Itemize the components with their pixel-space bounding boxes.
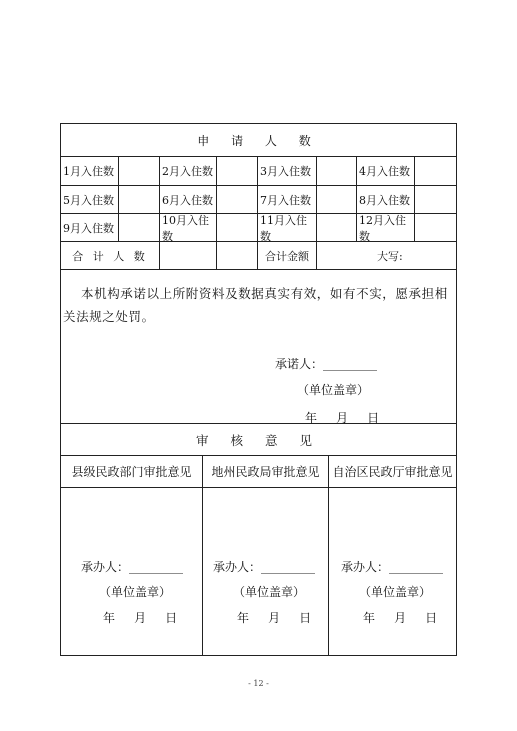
month-label: 6月入住数 [160, 186, 217, 213]
seal-note: （单位盖章） [233, 585, 306, 599]
month-label: 7月入住数 [258, 186, 317, 213]
commitment-statement: 本机构承诺以上所附资料及数据真实有效，如有不实，愿承担相关法规之处罚。 [63, 286, 448, 324]
month-label: 12月入住数 [357, 214, 415, 241]
total-amount-label: 合计金额 [258, 242, 317, 269]
page-number: - 12 - [248, 679, 269, 688]
review-header-row [61, 456, 456, 488]
handler-line: 承办人：_________ [341, 560, 444, 574]
month-row-1 [61, 157, 456, 186]
month-value [217, 157, 258, 185]
month-value [415, 157, 456, 185]
month-label: 11月入住数 [258, 214, 317, 241]
month-value [317, 214, 357, 241]
handler-line: 承办人：_________ [81, 560, 184, 574]
month-label: 10月入住数 [160, 214, 217, 241]
total-people-value [160, 242, 217, 269]
region-review-cell [329, 488, 456, 655]
month-value [119, 214, 160, 241]
seal-note: （单位盖章） [99, 585, 172, 599]
month-value [415, 214, 456, 241]
month-value [317, 157, 357, 185]
region-review-header: 自治区民政厅审批意见 [332, 465, 453, 479]
month-row-2 [61, 186, 456, 214]
seal-note: （单位盖章） [297, 383, 370, 397]
month-label: 2月入住数 [160, 157, 217, 185]
month-label: 9月入住数 [61, 214, 119, 241]
month-row-3 [61, 214, 456, 242]
seal-note: （单位盖章） [359, 585, 432, 599]
review-title-row [61, 424, 456, 456]
handler-line: 承办人：_________ [213, 560, 316, 574]
review-date: 年 月 日 [363, 611, 438, 625]
month-label: 1月入住数 [61, 157, 119, 185]
month-value [119, 157, 160, 185]
uppercase-amount-label: 大写: [377, 249, 403, 263]
review-body-row [61, 488, 456, 655]
review-date: 年 月 日 [237, 611, 312, 625]
application-form [60, 123, 457, 656]
apply-title-row [61, 124, 456, 157]
prefecture-review-header: 地州民政局审批意见 [203, 456, 329, 487]
month-value [217, 186, 258, 213]
commitment-date: 年 月 日 [305, 411, 380, 425]
promisor-line: 承诺人：_________ [275, 357, 378, 371]
month-label: 5月入住数 [61, 186, 119, 213]
month-label: 4月入住数 [357, 157, 415, 185]
county-review-cell [61, 488, 203, 655]
apply-title: 申 请 人 数 [197, 133, 320, 148]
prefecture-review-cell [203, 488, 329, 655]
county-review-header: 县级民政部门审批意见 [61, 456, 203, 487]
total-people-label: 合 计 人 数 [61, 242, 160, 269]
month-value [415, 186, 456, 213]
month-label: 3月入住数 [258, 157, 317, 185]
total-people-value-2 [217, 242, 258, 269]
month-value [217, 214, 258, 241]
review-date: 年 月 日 [103, 611, 178, 625]
review-title: 审 核 意 见 [196, 432, 321, 448]
month-value [317, 186, 357, 213]
month-value [119, 186, 160, 213]
commitment-section [61, 270, 456, 424]
totals-row [61, 242, 456, 270]
month-label: 8月入住数 [357, 186, 415, 213]
